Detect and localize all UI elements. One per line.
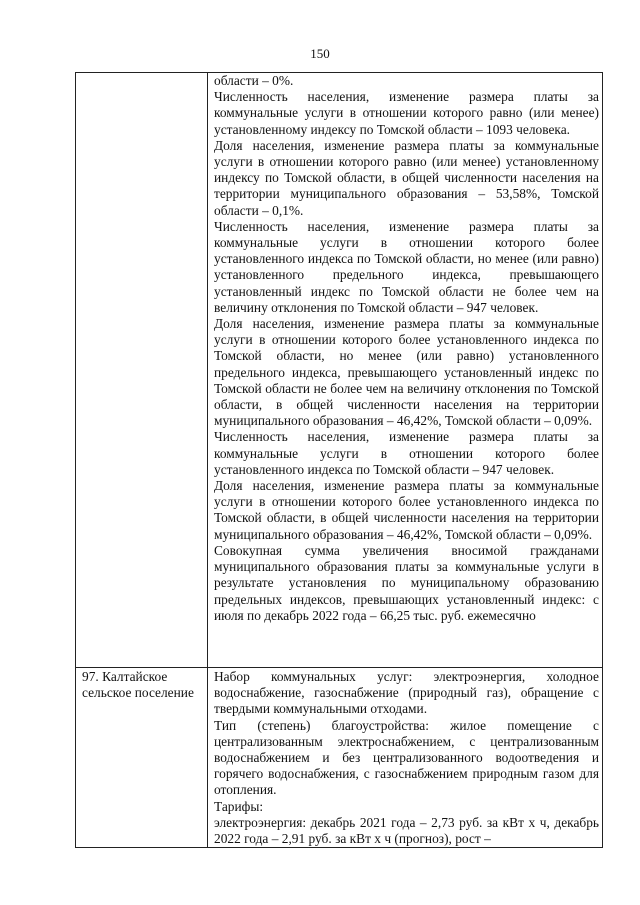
paragraph: Совокупная сумма увеличения вносимой гражданами муниципального образования платы за коммунальные услуги в результате установления по муниципальному образованию предельных индексов, превышающих установленный индекс: с июля по декабрь 2022 года – 66,25 тыс. руб. ежемесячно	[214, 542, 599, 623]
paragraph: электроэнергия: декабрь 2021 года – 2,73 руб. за кВт х ч, декабрь 2022 года – 2,91 руб. за кВт х ч (прогноз), рост –	[214, 814, 599, 847]
table-row	[76, 668, 603, 848]
paragraph: Доля населения, изменение размера платы за коммунальные услуги в отношении которого более установленного индекса по Томской области, но менее (или равно) установленного предельного индекса, превышающего установленный индекс по Томской области не более чем на величину отклонения по Томской области, в общей численности населения на территории муниципального образования – 46,42%, Томской области – 0,09%.	[214, 316, 599, 429]
paragraph: Доля населения, изменение размера платы за коммунальные услуги в отношении которого равно (или менее) установленному индексу по Томской области, в общей численности населения на территории муниципального образования – 53,58%, Томской области – 0,1%.	[214, 137, 599, 218]
settlement-cell	[76, 73, 208, 668]
paragraph: Тарифы:	[214, 798, 264, 814]
paragraph: области – 0%.	[214, 73, 294, 88]
settlement-cell	[76, 668, 208, 848]
description-cell	[208, 668, 603, 848]
paragraph: Численность населения, изменение размера платы за коммунальные услуги в отношении которого более установленного индекса по Томской области – 947 человек.	[214, 429, 599, 477]
settlements-table	[75, 72, 603, 848]
settlement-name: 97. Калтайское сельское поселение	[82, 669, 194, 701]
paragraph: Численность населения, изменение размера платы за коммунальные услуги в отношении которого равно (или менее) установленному индексу по Томской области – 1093 человека.	[214, 89, 599, 137]
paragraph: Набор коммунальных услуг: электроэнергия, холодное водоснабжение, газоснабжение (природный газ), обращение с твердыми коммунальными отходами.	[214, 669, 599, 717]
paragraph: Численность населения, изменение размера платы за коммунальные услуги в отношении которого более установленного индекса по Томской области, но менее (или равно) установленного предельного индекса, превышающего установленный индекс по Томской области не более чем на величину отклонения по Томской области – 947 человек.	[214, 218, 599, 315]
page-number: 150	[310, 46, 330, 61]
paragraph: Доля населения, изменение размера платы за коммунальные услуги в отношении которого более установленного индекса по Томской области, в общей численности населения на территории муниципального образования – 46,42%, Томской области – 0,09%.	[214, 478, 599, 542]
paragraph: Тип (степень) благоустройства: жилое помещение с централизованным электроснабжением, с централизованным водоснабжением и без централизованного водоотведения и горячего водоснабжения, с газоснабжением природным газом для отопления.	[214, 717, 599, 798]
description-cell	[208, 73, 603, 668]
table-row	[76, 73, 603, 668]
